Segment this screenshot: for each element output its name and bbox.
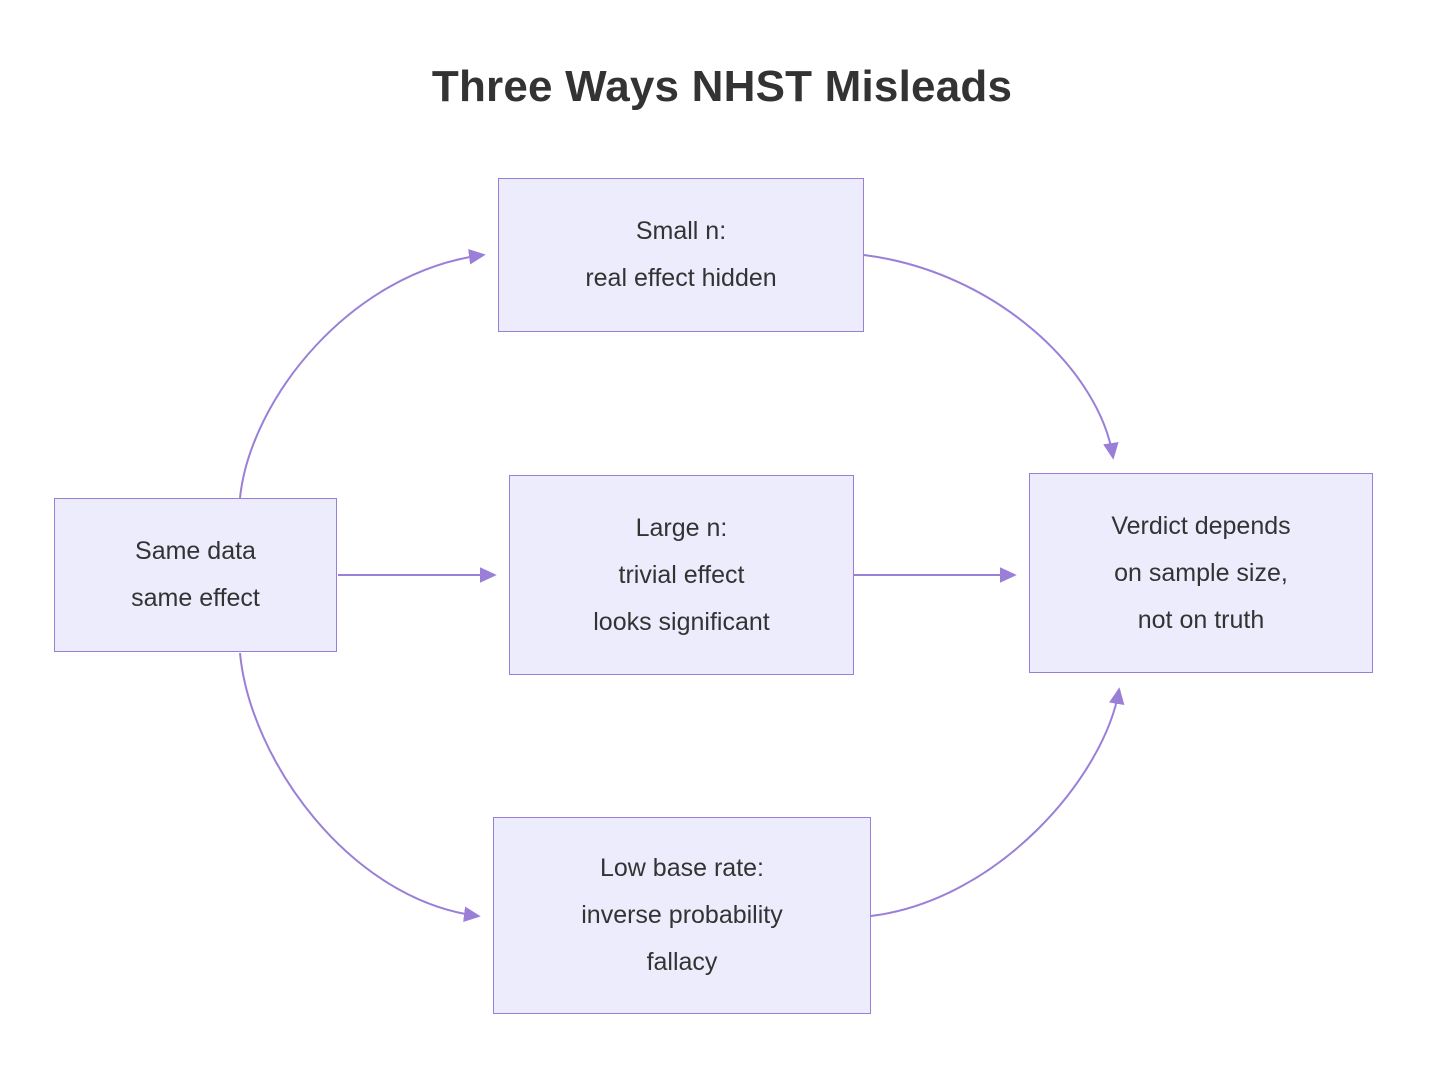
node-line: not on truth bbox=[1137, 605, 1265, 634]
node-small-n[interactable] bbox=[498, 178, 864, 332]
node-line: Verdict depends bbox=[1111, 511, 1291, 540]
node-same-data[interactable] bbox=[54, 498, 337, 652]
node-line: fallacy bbox=[646, 948, 718, 976]
node-line: looks significant bbox=[593, 607, 770, 636]
node-low-base-rate[interactable] bbox=[493, 817, 871, 1014]
edge-source-to-small-n bbox=[240, 255, 483, 498]
node-line: Small n: bbox=[635, 217, 727, 245]
node-line: trivial effect bbox=[618, 560, 745, 589]
node-line: Low base rate: bbox=[600, 854, 764, 882]
edge-low-base-rate-to-verdict bbox=[871, 690, 1119, 916]
node-large-n[interactable] bbox=[509, 475, 854, 675]
node-line: Same data bbox=[135, 537, 256, 565]
node-line: real effect hidden bbox=[585, 264, 777, 292]
node-line: on sample size, bbox=[1114, 558, 1288, 587]
node-verdict[interactable] bbox=[1029, 473, 1373, 673]
node-line: inverse probability bbox=[581, 901, 783, 929]
node-line: same effect bbox=[131, 584, 260, 612]
node-line: Large n: bbox=[635, 513, 728, 542]
page-title: Three Ways NHST Misleads bbox=[431, 62, 1013, 111]
edge-source-to-low-base-rate bbox=[240, 653, 478, 916]
edge-small-n-to-verdict bbox=[864, 255, 1113, 457]
